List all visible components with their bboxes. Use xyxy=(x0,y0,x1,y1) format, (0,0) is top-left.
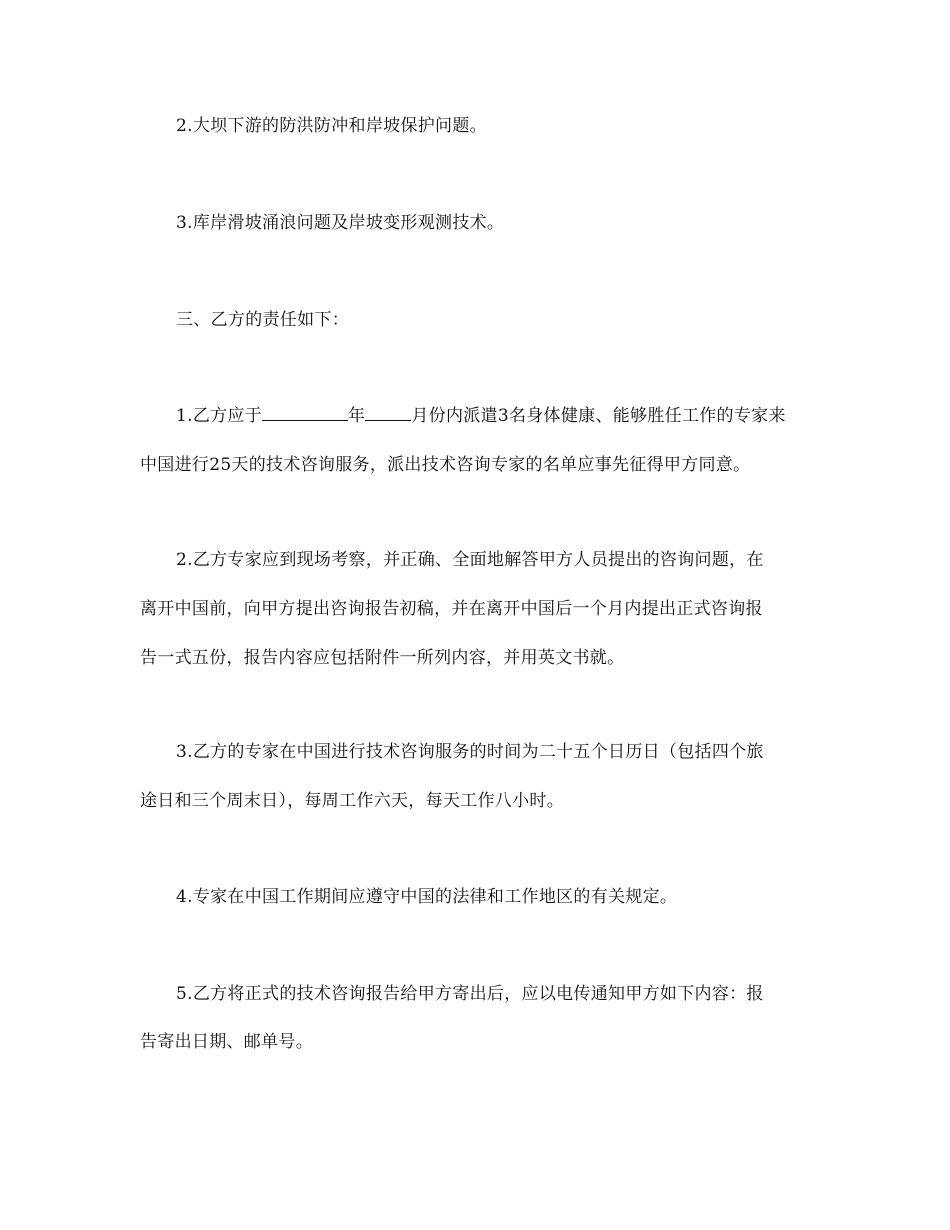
item-dam-downstream: 2.大坝下游的防洪防冲和岸坡保护问题。 xyxy=(176,116,487,136)
year-label: 年 xyxy=(348,406,366,426)
responsibility-2-line-1: 2.乙方专家应到现场考察，并正确、全面地解答甲方人员提出的咨询问题，在 xyxy=(176,550,764,570)
section-heading-party-b-responsibilities: 三、乙方的责任如下： xyxy=(176,310,349,330)
responsibility-2-line-2: 离开中国前，向甲方提出咨询报告初稿，并在离开中国后一个月内提出正式咨询报 xyxy=(140,599,763,619)
responsibility-1-line-2: 中国进行25天的技术咨询服务，派出技术咨询专家的名单应事先征得甲方同意。 xyxy=(140,455,751,475)
responsibility-1-prefix: 1.乙方应于 xyxy=(176,406,263,426)
responsibility-5-line-2: 告寄出日期、邮单号。 xyxy=(140,1032,313,1052)
year-blank[interactable] xyxy=(262,404,348,421)
responsibility-2-line-3: 告一式五份，报告内容应包括附件一所列内容，并用英文书就。 xyxy=(140,648,625,668)
responsibility-3-line-2: 途日和三个周末日），每周工作六天，每天工作八小时。 xyxy=(140,791,564,811)
responsibility-3-line-1: 3.乙方的专家在中国进行技术咨询服务的时间为二十五个日历日（包括四个旅 xyxy=(176,742,764,762)
item-reservoir-landslide: 3.库岸滑坡涌浪问题及岸坡变形观测技术。 xyxy=(176,213,505,233)
responsibility-1-line-1 xyxy=(176,404,786,428)
responsibility-4-line-1: 4.专家在中国工作期间应遵守中国的法律和工作地区的有关规定。 xyxy=(176,887,678,907)
responsibility-1-suffix: 月份内派遣3名身体健康、能够胜任工作的专家来 xyxy=(411,406,786,426)
responsibility-5-line-1: 5.乙方将正式的技术咨询报告给甲方寄出后，应以电传通知甲方如下内容：报 xyxy=(176,984,764,1004)
month-blank[interactable] xyxy=(365,404,411,421)
